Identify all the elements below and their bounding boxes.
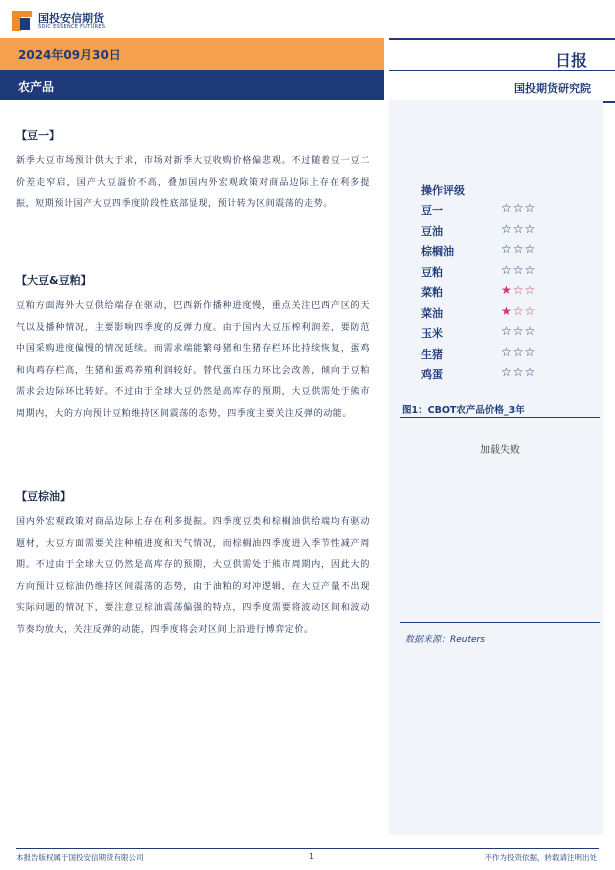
rating-item-name: 棕榈油	[421, 245, 454, 258]
star-empty-icon: ☆	[501, 242, 513, 256]
rating-stars	[501, 201, 536, 215]
star-filled-icon: ★	[501, 303, 513, 318]
rating-stars	[501, 324, 536, 338]
figure-source: 数据来源：Reuters	[405, 635, 485, 645]
section-heading: 【豆一】	[16, 129, 60, 142]
rating-row	[421, 221, 551, 242]
institute-name: 国投期货研究院	[514, 82, 591, 95]
doc-type-box	[389, 38, 615, 72]
rating-item-name: 玉米	[421, 327, 443, 340]
star-empty-icon: ☆	[501, 365, 513, 379]
rating-row	[421, 344, 551, 365]
star-empty-icon: ☆	[501, 262, 513, 277]
logo-text-cn: 国投安信期货	[38, 12, 104, 25]
star-empty-icon: ☆	[512, 344, 525, 359]
rating-row	[421, 323, 551, 344]
rating-stars	[501, 263, 536, 277]
rating-item-name: 鸡蛋	[421, 368, 443, 381]
rating-stars	[501, 304, 536, 318]
section-soybean-meal	[16, 272, 370, 425]
doc-type: 日报	[554, 51, 587, 70]
institute-box	[389, 70, 615, 103]
rating-stars	[501, 345, 536, 359]
rating-row	[421, 241, 551, 262]
star-filled-icon: ★	[501, 283, 513, 297]
star-empty-icon: ☆	[512, 221, 525, 236]
footer-copyright: 本报告版权属于国投安信期货有限公司	[16, 853, 144, 862]
star-empty-icon: ☆	[524, 365, 537, 379]
rating-row	[421, 303, 551, 324]
star-empty-icon: ☆	[512, 262, 525, 277]
rating-stars	[501, 283, 536, 297]
rating-list	[421, 200, 551, 385]
star-empty-icon: ☆	[524, 324, 537, 338]
page-number: 1	[309, 852, 314, 861]
star-empty-icon: ☆	[501, 324, 513, 338]
star-empty-icon: ☆	[512, 365, 525, 379]
star-empty-icon: ☆	[524, 201, 537, 215]
rating-row	[421, 200, 551, 221]
star-empty-icon: ☆	[512, 324, 525, 338]
star-empty-icon: ☆	[524, 242, 537, 256]
figure-divider	[400, 417, 600, 418]
star-empty-icon: ☆	[524, 344, 537, 359]
logo-text-en: SDIC ESSENCE FUTURES	[38, 24, 106, 30]
star-empty-icon: ☆	[501, 344, 513, 359]
rating-row	[421, 282, 551, 303]
star-empty-icon: ☆	[524, 262, 537, 277]
section-soybean-one	[16, 127, 370, 216]
footer-disclaimer: 不作为投资依据，转载请注明出处	[484, 853, 597, 862]
rating-stars	[501, 242, 536, 256]
star-empty-icon: ☆	[501, 221, 513, 236]
section-banner	[0, 70, 384, 100]
section-body: 国内外宏观政策对商品边际上存在利多提振。四季度豆类和棕榈油供给端均有驱动题材，大豆方面需要关注种植进度和天气情况，而棕榈油四季度进入季节性减产周期。不过由于全球大豆仍然是高库存的预期，大豆供需处于熊市周期内，因此大的方向预计豆棕油仍维持区间震荡的态势，由于油粕的对冲逻辑，在大豆产量不出现实际问题的情况下，要注意豆棕油震荡偏强的特点，四季度需要将波动区间和波动节奏均放大，关注反弹的动能，四季度将会对区间上沿进行博弈定价。	[16, 517, 370, 635]
section-soy-palm-oil	[16, 488, 370, 641]
figure-title: 图1：CBOT农产品价格_3年	[402, 405, 525, 416]
logo-mark-inner	[20, 18, 30, 30]
figure-load-status: 加载失败	[480, 445, 520, 456]
section-body: 新季大豆市场预计供大于求，市场对新季大豆收购价格偏悲观。不过随着豆一豆二价差走窄启，国产大豆溢价不高，叠加国内外宏观政策对商品边际上存在利多提振，短期预计国产大豆四季度阶段性底部显现，预计转为区间震荡的走势。	[16, 156, 370, 209]
star-empty-icon: ☆	[524, 221, 537, 236]
section-heading: 【大豆&豆粕】	[16, 274, 92, 287]
rating-row	[421, 364, 551, 385]
rating-stars	[501, 365, 536, 379]
company-logo	[12, 8, 122, 34]
rating-title: 操作评级	[421, 184, 465, 197]
figure-divider-bottom	[400, 622, 600, 623]
star-empty-icon: ☆	[512, 283, 525, 297]
rating-item-name: 豆粕	[421, 265, 443, 279]
section-heading: 【豆棕油】	[16, 490, 71, 503]
star-empty-icon: ☆	[524, 303, 537, 318]
star-empty-icon: ☆	[512, 201, 525, 215]
rating-item-name: 豆一	[421, 204, 443, 217]
rating-stars	[501, 222, 536, 236]
rating-item-name: 生猪	[421, 347, 443, 361]
rating-item-name: 菜粕	[421, 286, 443, 299]
star-empty-icon: ☆	[512, 303, 525, 318]
date-banner	[0, 38, 384, 70]
rating-item-name: 菜油	[421, 306, 443, 320]
rating-item-name: 豆油	[421, 224, 443, 238]
section-body: 豆粕方面海外大豆供给端存在驱动，巴西新作播种进度慢，重点关注巴西产区的天气以及播种情况，主要影响四季度的反弹力度。由于国内大豆压榨利润差，要防范中国采购进度偏慢的情况延续。而需求端能繁母猪和生猪存栏环比持续恢复，蛋鸡和肉鸡存栏高，生猪和蛋鸡养殖利润较好。替代蛋白压力环比会改善，倾向于豆粕需求会边际环比转好。不过由于全球大豆仍然是高库存的预期，大豆供需处于熊市周期内，大的方向预计豆粕维持区间震荡的态势，四季度主要关注反弹的动能。	[16, 301, 370, 419]
star-empty-icon: ☆	[501, 201, 513, 215]
star-empty-icon: ☆	[512, 242, 525, 256]
rating-row	[421, 262, 551, 283]
section-label: 农产品	[18, 80, 55, 94]
star-empty-icon: ☆	[524, 283, 537, 297]
report-date: 2024年09月30日	[18, 48, 121, 62]
footer-divider	[16, 848, 599, 849]
